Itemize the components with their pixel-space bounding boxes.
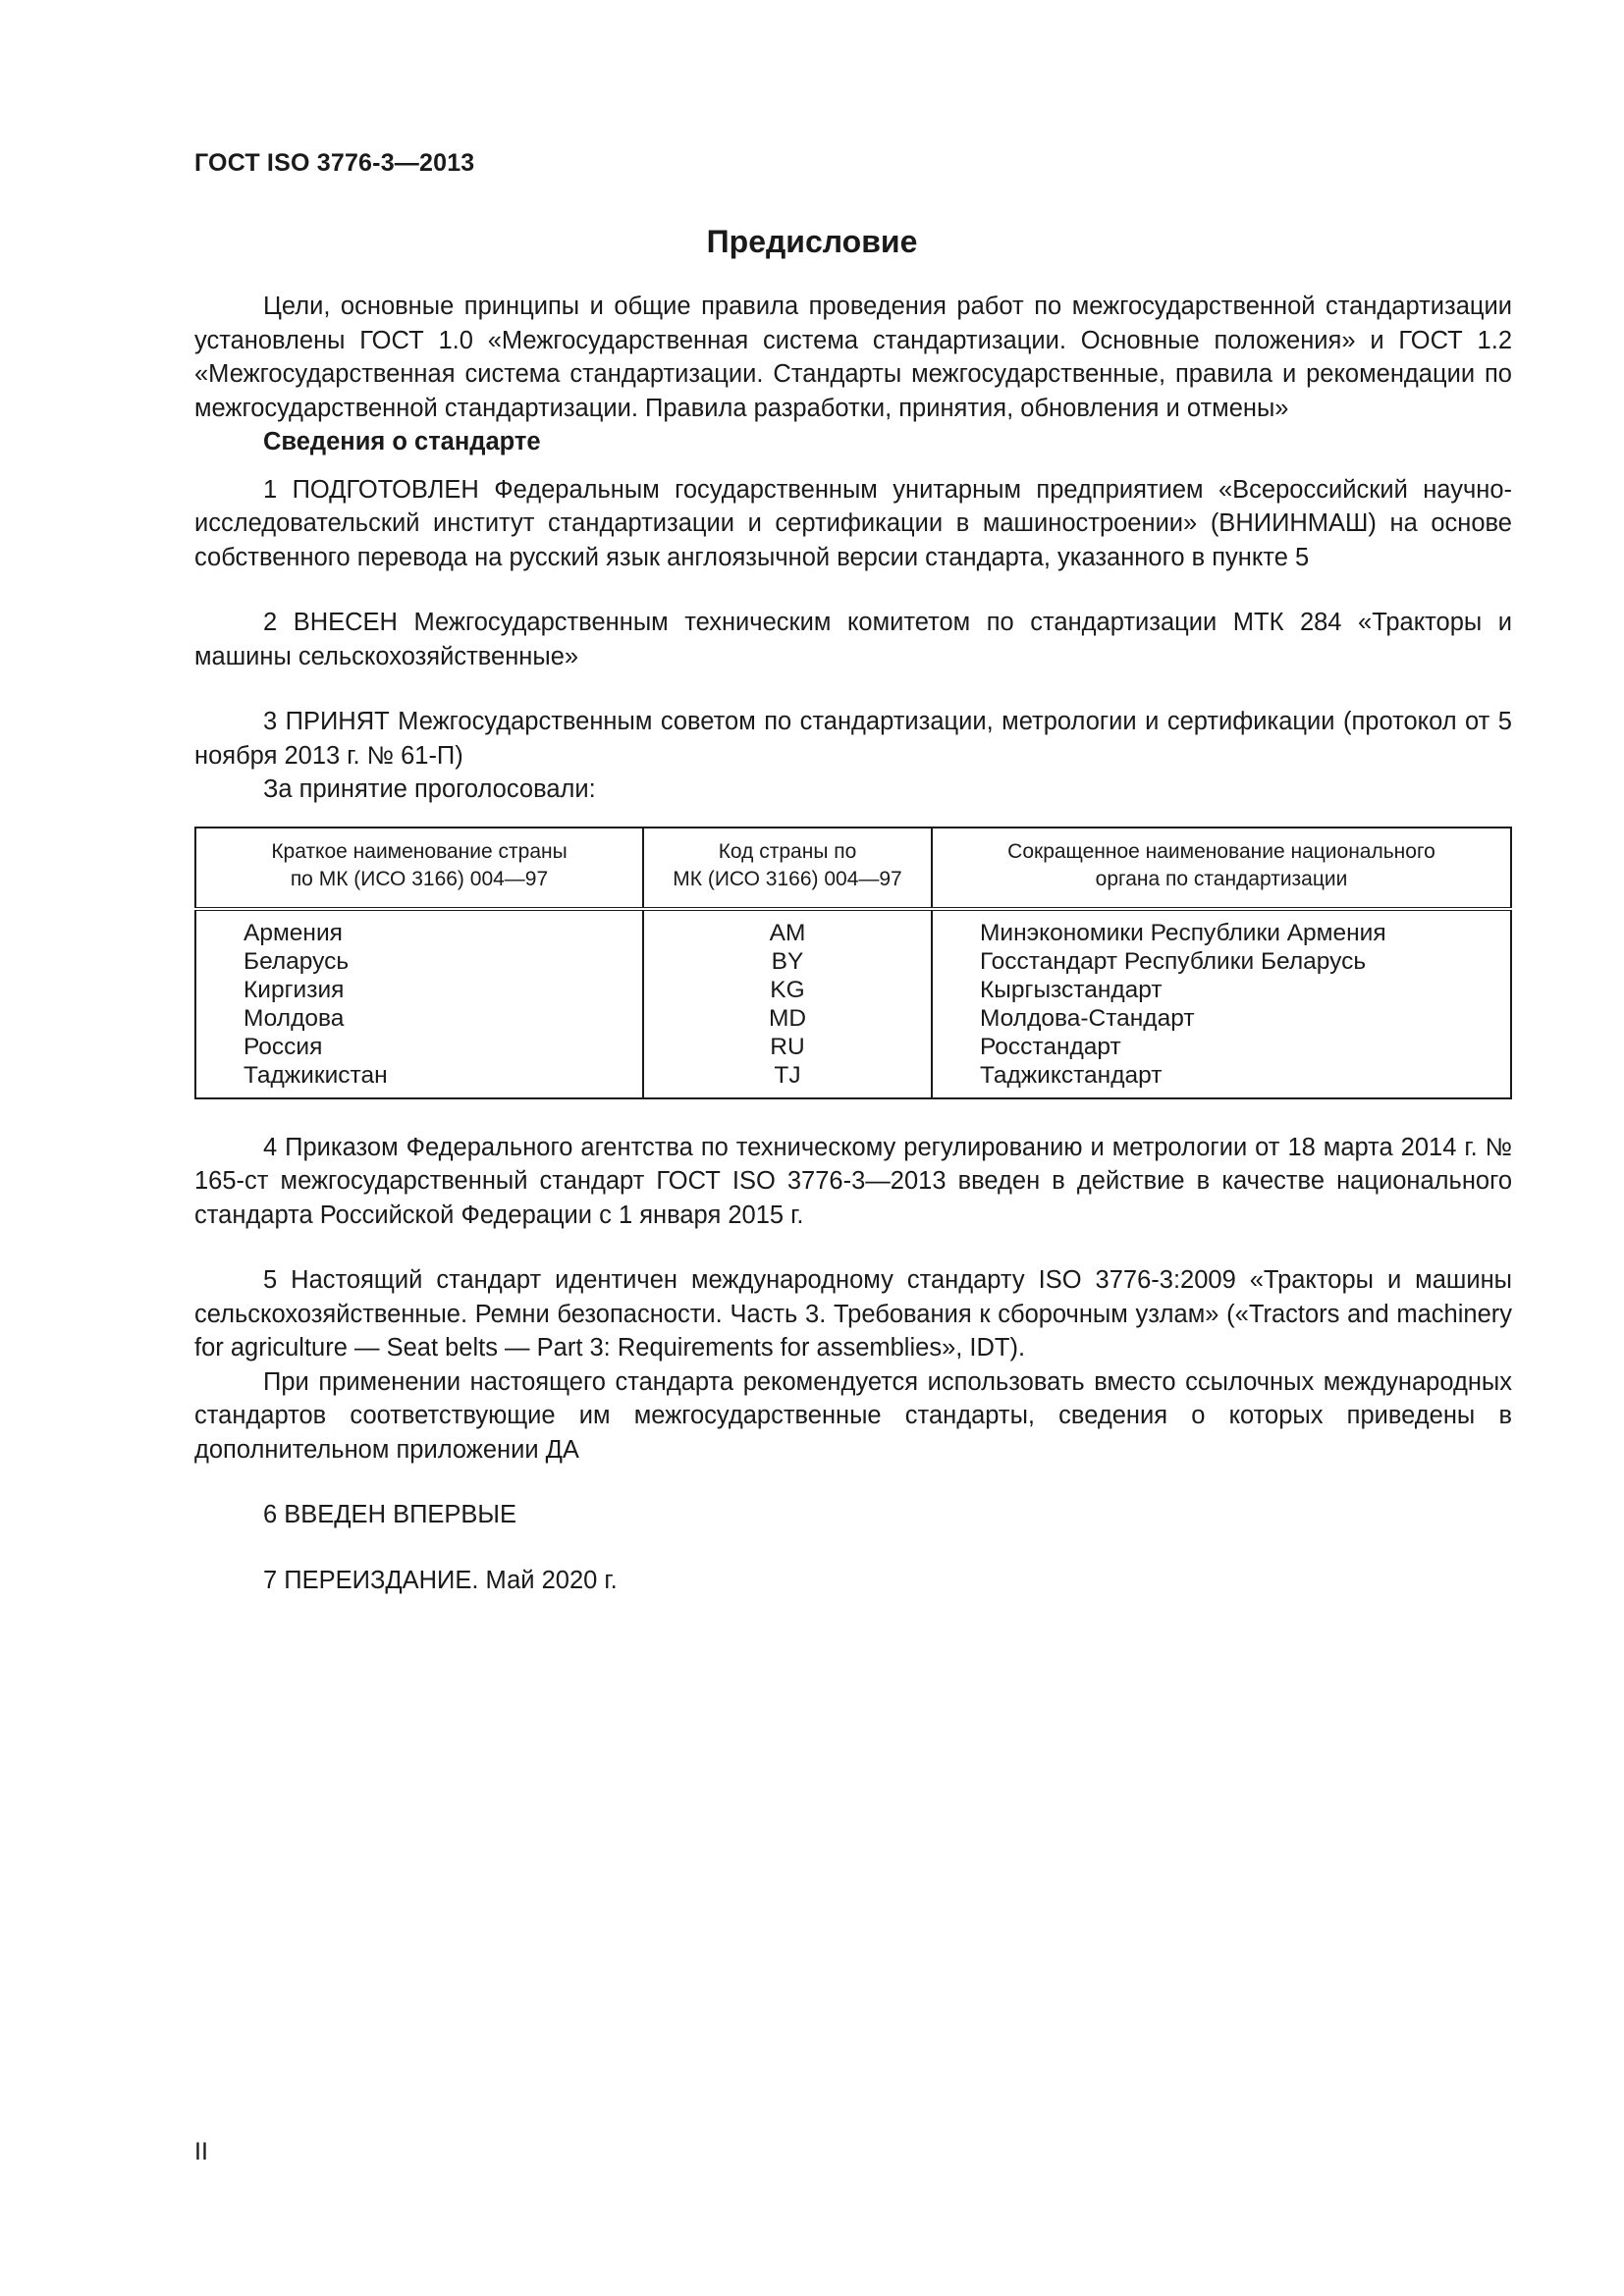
item-6-paragraph: 6 ВВЕДЕН ВПЕРВЫЕ [263,1501,517,1528]
code-column [643,909,932,1098]
item-5-paragraph: 5 Настоящий стандарт идентичен международному стандарту ISO 3776-3:2009 «Тракторы и машины сельскохозяйственные. Ремни безопасности. Часть 3. Требования к сборочным узлам» («Tractors and machinery for agriculture — Seat belts — Part 3: Requirements for assemblies», IDT). [194,1266,1512,1362]
body-column [932,909,1511,1098]
body-cell: Молдова-Стандарт [980,1004,1195,1032]
item-7-paragraph: 7 ПЕРЕИЗДАНИЕ. Май 2020 г. [263,1566,618,1594]
country-cell: Молдова [244,1004,345,1032]
header-body [932,828,1511,909]
country-cell: Киргизия [244,976,345,1003]
item-3-paragraph: 3 ПРИНЯТ Межгосударственным советом по стандартизации, метрологии и сертификации (протокол от 5 ноября 2013 г. № 61-П) [194,708,1512,770]
code-cell: BY [771,947,804,975]
code-cell: TJ [774,1061,801,1089]
body-cell: Госстандарт Республики Беларусь [980,947,1367,975]
header-country [195,828,643,909]
country-cell: Армения [244,919,343,946]
item-2-paragraph: 2 ВНЕСЕН Межгосударственным техническим комитетом по стандартизации МТК 284 «Тракторы и машины сельскохозяйственные» [194,609,1512,670]
code-cell: RU [770,1033,805,1060]
voting-table [194,827,1512,1099]
foreword-body [194,290,1512,1597]
body-cell: Росстандарт [980,1033,1121,1060]
header-code [643,828,932,909]
country-cell: Таджикистан [244,1061,388,1089]
intro-paragraph: Цели, основные принципы и общие правила проведения работ по межгосударственной стандартизации установлены ГОСТ 1.0 «Межгосударственная система стандартизации. Основные положения» и ГОСТ 1.2 «Межгосударственная система стандартизации. Стандарты межгосударственные, правила и рекомендации по межгосударственной стандартизации. Правила разработки, принятия, обновления и отмены» [194,293,1512,422]
country-cell: Беларусь [244,947,350,975]
header-body-line-1: Сокращенное наименование национального [1007,839,1435,863]
code-cell: KG [770,976,805,1003]
table-row [195,909,1511,1098]
country-column [195,909,643,1098]
item-4-paragraph: 4 Приказом Федерального агентства по техническому регулированию и метрологии от 18 марта 2014 г. № 165-ст межгосударственный стандарт ГОСТ ISO 3776-3—2013 введен в действие в качестве национального стандарта Российской Федерации с 1 января 2015 г. [194,1133,1512,1229]
header-country-line-2: по МК (ИСО 3166) 004—97 [290,867,549,890]
vote-intro: За принятие проголосовали: [263,775,596,803]
standard-info-heading: Сведения о стандарте [263,428,541,455]
document-id-header: ГОСТ ISO 3776-3—2013 [194,149,475,177]
header-code-line-1: Код страны по [718,839,857,863]
page-title: Предисловие [706,224,918,259]
table-header-row [195,828,1511,909]
body-cell: Минэкономики Республики Армения [980,919,1386,946]
item-5-note-paragraph: При применении настоящего стандарта рекомендуется использовать вместо ссылочных международных стандартов соответствующие им межгосударственные стандарты, сведения о которых приведены в дополнительном приложении ДА [194,1367,1512,1464]
page-number: II [194,2138,208,2165]
header-body-line-2: органа по стандартизации [1095,867,1348,890]
code-cell: AM [769,919,806,946]
country-cell: Россия [244,1033,323,1060]
code-cell: MD [768,1004,807,1032]
header-country-line-1: Краткое наименование страны [271,839,568,863]
item-1-paragraph: 1 ПОДГОТОВЛЕН Федеральным государственным унитарным предприятием «Всероссийский научно-исследовательский институт стандартизации и сертификации в машиностроении» (ВНИИНМАШ) на основе собственного перевода на русский язык англоязычной версии стандарта, указанного в пункте 5 [194,475,1512,571]
body-cell: Кыргызстандарт [980,976,1163,1003]
header-code-line-2: МК (ИСО 3166) 004—97 [673,867,902,890]
body-cell: Таджикстандарт [980,1061,1163,1089]
